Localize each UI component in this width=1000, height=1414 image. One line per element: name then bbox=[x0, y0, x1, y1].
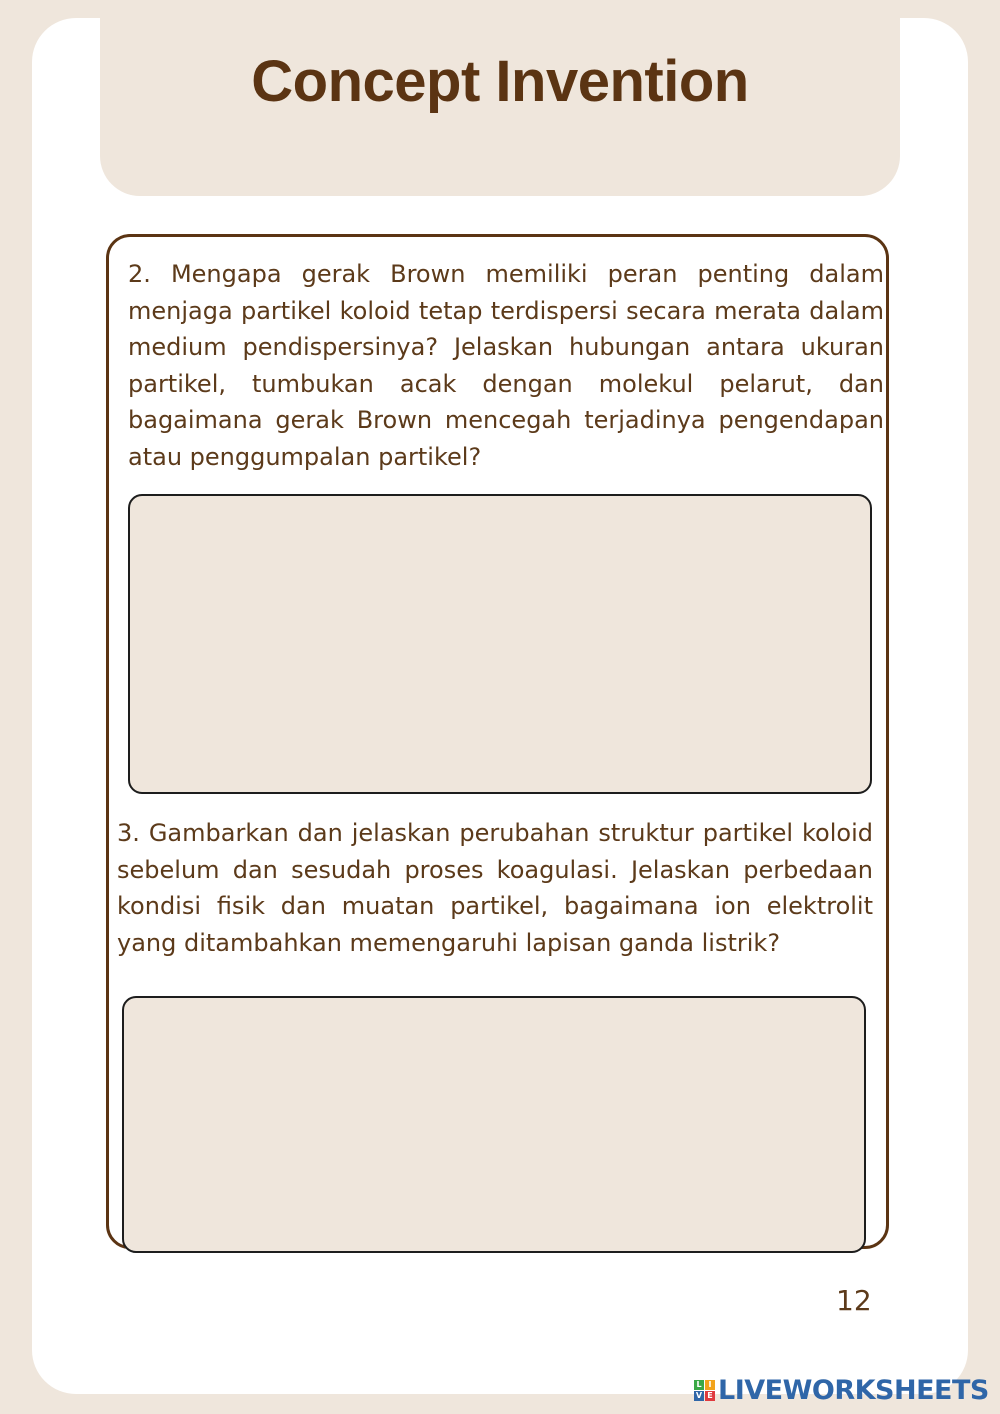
logo-letter-e: E bbox=[705, 1391, 715, 1401]
answer-box-2[interactable] bbox=[128, 494, 872, 794]
answer-box-3[interactable] bbox=[122, 996, 866, 1253]
page-title: Concept Invention bbox=[251, 49, 749, 114]
logo-letter-i: I bbox=[705, 1380, 715, 1390]
liveworksheets-icon bbox=[694, 1380, 715, 1401]
question-2-text: 2. Mengapa gerak Brown memiliki peran penting dalam menjaga partikel koloid tetap terdispersi secara merata dalam medium pendispersinya? Jelaskan hubungan antara ukuran partikel, tumbukan acak dengan molekul pelarut, dan bagaimana gerak Brown mencegah terjadinya pengendapan atau penggumpalan partikel? bbox=[128, 260, 884, 471]
liveworksheets-logo bbox=[694, 1374, 989, 1406]
brand-name: LIVEWORKSHEETS bbox=[718, 1374, 989, 1406]
logo-letter-v: V bbox=[695, 1390, 703, 1400]
question-3-text: 3. Gambarkan dan jelaskan perubahan struktur partikel koloid sebelum dan sesudah proses koagulasi. Jelaskan perbedaan kondisi fisik dan muatan partikel, bagaimana ion elektrolit yang ditambahkan memengaruhi lapisan ganda listrik? bbox=[117, 819, 873, 957]
page-number: 12 bbox=[836, 1284, 872, 1317]
logo-letter-l: L bbox=[694, 1380, 704, 1390]
